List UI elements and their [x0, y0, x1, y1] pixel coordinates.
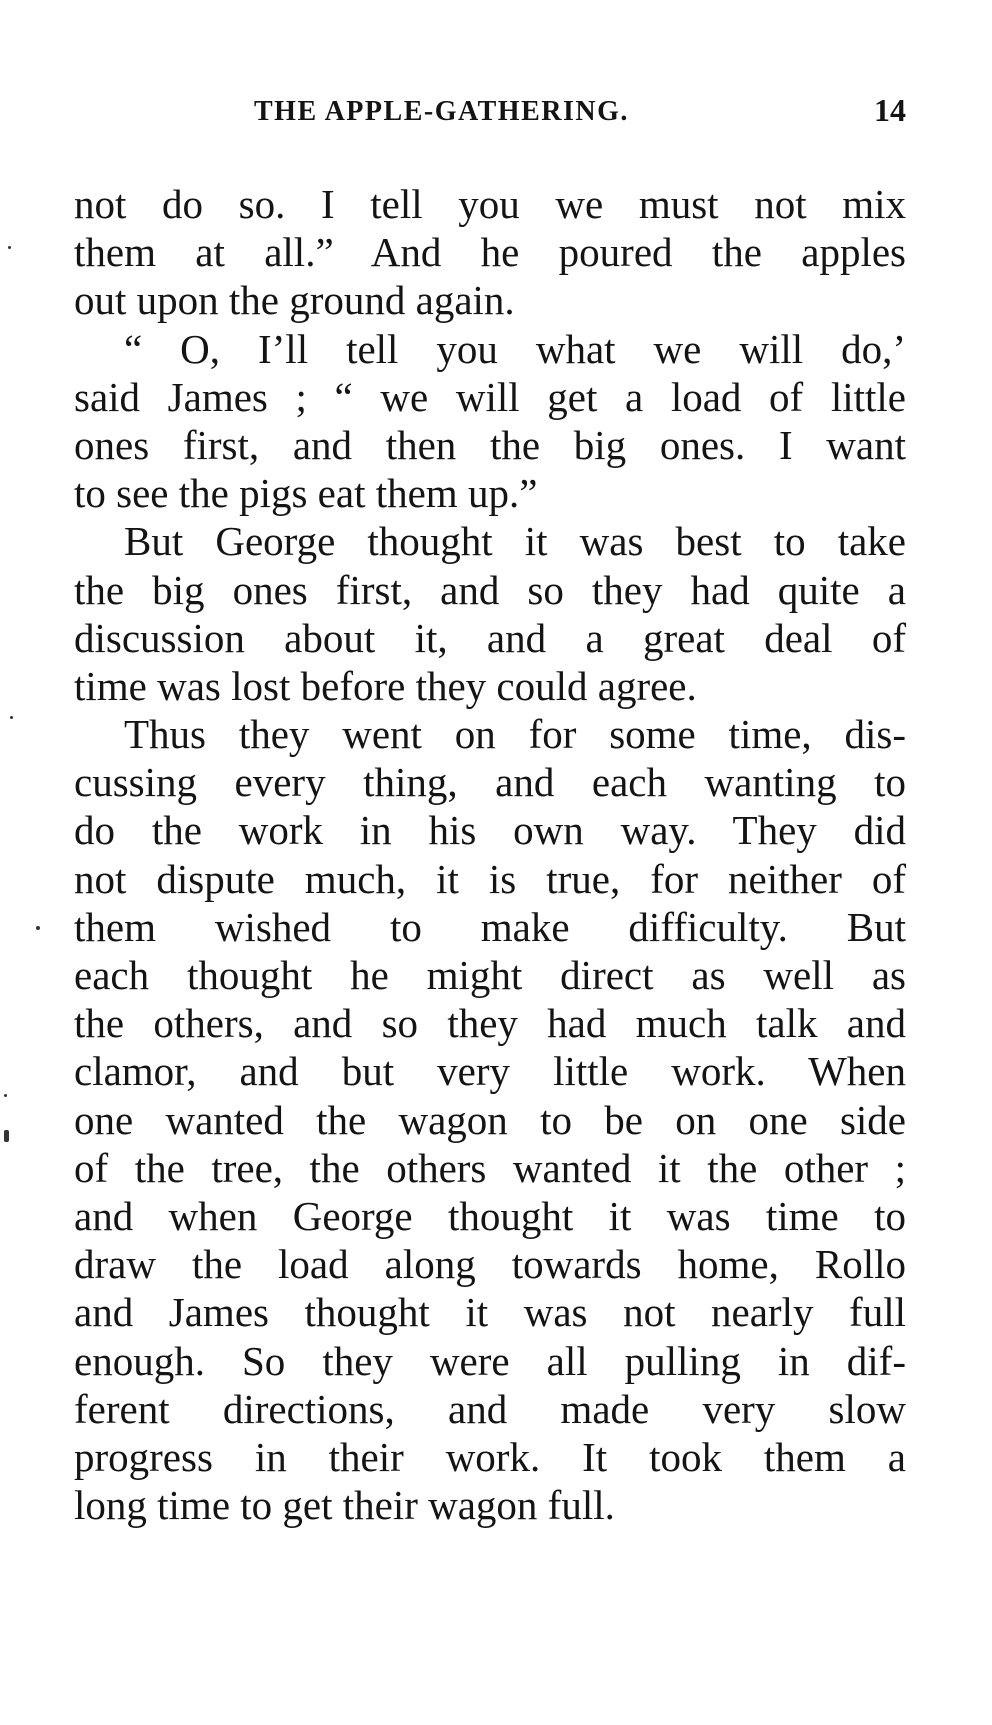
running-head	[74, 92, 906, 136]
text-line: cussing every thing, and each wanting to	[74, 759, 906, 806]
text-line: ferent directions, and made very slow	[74, 1385, 906, 1432]
text-line: each thought he might direct as well as	[74, 952, 906, 998]
scan-speck	[4, 1130, 9, 1142]
text-line: time was lost before they could agree.	[74, 662, 697, 709]
scan-speck	[10, 716, 13, 719]
text-line: do the work in his own way. They did	[74, 807, 906, 854]
text-line: Thus they went on for some time, dis-	[124, 711, 906, 758]
page-number: 14	[874, 92, 906, 128]
text-line: clamor, and but very little work. When	[74, 1048, 906, 1095]
text-line: them wished to make difficulty. But	[74, 903, 906, 950]
text-line: out upon the ground again.	[74, 277, 515, 324]
body-text	[74, 180, 906, 1529]
text-line: of the tree, the others wanted it the other ;	[74, 1144, 906, 1191]
text-line: and James thought it was not nearly full	[74, 1289, 906, 1336]
text-line: not do so. I tell you we must not mix	[74, 181, 906, 227]
scan-speck	[36, 926, 40, 930]
scan-speck	[8, 246, 11, 249]
text-line: and when George thought it was time to	[74, 1192, 906, 1239]
scan-speck	[4, 1094, 7, 1097]
text-line: “ O, I’ll tell you what we will do,’	[124, 325, 906, 372]
paragraph	[74, 517, 906, 710]
text-line: long time to get their wagon full.	[74, 1482, 615, 1529]
text-line: progress in their work. It took them a	[74, 1433, 906, 1480]
running-title: THE APPLE-GATHERING.	[254, 96, 629, 127]
text-line: ones first, and then the big ones. I want	[74, 421, 906, 468]
text-line: to see the pigs eat them up.”	[74, 470, 538, 517]
text-line: not dispute much, it is true, for neither of	[74, 855, 906, 902]
paragraph	[74, 180, 906, 325]
text-line: the big ones first, and so they had quite a	[74, 566, 906, 613]
paragraph	[74, 710, 906, 1529]
text-line: said James ; “ we will get a load of little	[74, 373, 906, 420]
text-line: the others, and so they had much talk and	[74, 1000, 906, 1047]
text-line: draw the load along towards home, Rollo	[74, 1241, 906, 1288]
paragraph	[74, 325, 906, 518]
text-line: But George thought it was best to take	[124, 518, 906, 565]
text-line: one wanted the wagon to be on one side	[74, 1096, 906, 1143]
text-line: them at all.” And he poured the apples	[74, 229, 906, 276]
text-line: discussion about it, and a great deal of	[74, 614, 906, 661]
text-line: enough. So they were all pulling in dif-	[74, 1337, 906, 1384]
